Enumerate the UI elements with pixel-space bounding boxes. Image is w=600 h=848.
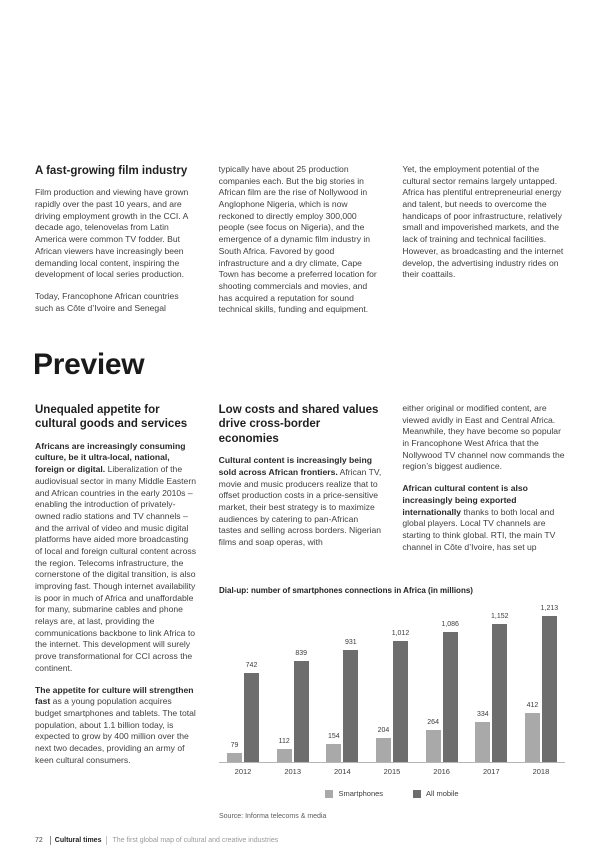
- bar-group-2015: [376, 630, 410, 762]
- lower-col-1: [35, 403, 198, 766]
- top-col-2: [219, 164, 382, 316]
- x-axis-label: 2018: [532, 767, 550, 776]
- paragraph-lead: Cultural content is increasingly being sold across African frontiers.: [218, 455, 372, 477]
- top-col-3: [402, 164, 565, 316]
- section-heading: A fast-growing film industry: [35, 165, 188, 177]
- paragraph: [402, 483, 565, 553]
- x-axis-label: 2015: [383, 767, 401, 776]
- bar-all-mobile: [343, 639, 358, 762]
- paragraph: Today, Francophone African countries such as Côte d’Ivoire and Senegal: [35, 290, 179, 313]
- legend-item-all-mobile: [413, 789, 459, 798]
- bar-all-mobile: [391, 630, 410, 762]
- legend-swatch: [413, 790, 421, 798]
- paragraph: either original or modified content, are viewed avidly in East and Central Africa. Meanwhile, they have become so popular in Francophone West Africa that the Nollywood TV channel now commands the region’s biggest audience.: [402, 403, 565, 472]
- legend-item-smartphones: [325, 789, 383, 798]
- film-industry-section: [35, 164, 565, 316]
- chart-plot: [219, 605, 565, 763]
- bar-value-label: 1,012: [391, 630, 410, 637]
- bar-value-label: 334: [476, 711, 489, 718]
- paragraph-lead: Africans are increasingly consuming culture, be it ultra-local, national, foreign or digital.: [35, 440, 186, 475]
- x-axis-label: 2013: [284, 767, 301, 776]
- x-axis-label: 2017: [482, 767, 500, 776]
- bar-group-2013: [277, 650, 309, 762]
- paragraph: [219, 455, 382, 549]
- footer-divider: [50, 836, 51, 845]
- paragraph-lead: African cultural content is also increasingly being exported internationally: [402, 483, 528, 517]
- bar-smartphones: [426, 719, 441, 762]
- bar-group-2017: [475, 613, 509, 762]
- paragraph: typically have about 25 production companies each. But the big stories in African film are the rise of Nollywood in Anglophone Nigeria, which is now reckoned to directly employ 300,000 people (see focus on Nigeria), and the emergence of a dynamic film industry in South Africa. Favored by good infrastructure and a dry climate, Cape Town has become a preferred location for shooting commercials and movies, and has acquired a reputation for sound technical skills, funding and equipment.: [218, 164, 377, 315]
- bar-group-2018: [525, 605, 559, 762]
- bar-smartphones: [326, 733, 341, 762]
- preview-heading: Preview: [33, 348, 145, 381]
- footer-title: Cultural times: [54, 837, 102, 844]
- bar-value-label: 412: [526, 702, 539, 709]
- bar-value-label: 204: [377, 727, 390, 734]
- legend-swatch: [325, 790, 333, 798]
- bar-all-mobile: [441, 621, 459, 762]
- section-heading: Unequaled appetite for cultural goods and services: [35, 404, 188, 431]
- chart-legend: [219, 789, 565, 798]
- bar-all-mobile: [294, 650, 309, 762]
- paragraph: Yet, the employment potential of the cultural sector remains largely untapped. Africa has plentiful entrepreneurial energy and talent, but needs to overcome the handicaps of poor infrastructure, relatively small and impoverished markets, and the lack of training and technical facilities. However, as broadcasting and the internet develop, the advertising industry rides on their coattails.: [402, 164, 564, 280]
- bar-group-2012: [227, 662, 259, 762]
- bar-value-label: 79: [230, 742, 239, 749]
- bar-value-label: 112: [278, 738, 290, 745]
- paragraph: [35, 685, 198, 767]
- bar-value-label: 1,213: [540, 605, 559, 612]
- bar-value-label: 742: [245, 662, 258, 669]
- bar-value-label: 839: [295, 650, 307, 657]
- bar-all-mobile: [244, 662, 259, 762]
- bar-group-2016: [426, 621, 459, 762]
- x-axis-label: 2012: [234, 767, 252, 776]
- legend-label: Smartphones: [338, 789, 384, 798]
- paragraph: [35, 441, 198, 675]
- bar-group-2014: [326, 639, 358, 762]
- bar-smartphones: [475, 711, 490, 762]
- paragraph-text: thanks to both local and global players. Local TV channels are starting to think global. RTI, the main TV channel in Côte d’Ivoire, has set up: [402, 506, 556, 552]
- x-axis-label: 2014: [333, 767, 351, 776]
- footer-subtitle: The first global map of cultural and creative industries: [112, 837, 279, 844]
- paragraph-lead: The appetite for culture will strengthen fast: [35, 684, 194, 707]
- bar-smartphones: [227, 742, 242, 762]
- paragraph-text: African TV, movie and music producers realize that to offset production costs in a price-sensitive market, their best strategy is to maximize audiences by catering to pan-African tastes and selling across borders. Nigerian films and soap operas, with: [218, 466, 382, 547]
- legend-label: All mobile: [426, 789, 459, 798]
- chart-title: Dial-up: number of smartphones connections in Africa (in millions): [219, 586, 473, 595]
- page-footer: [35, 836, 565, 845]
- bar-value-label: 931: [344, 639, 357, 646]
- footer-divider: [106, 836, 107, 845]
- x-axis-label: 2016: [433, 767, 450, 776]
- bar-value-label: 264: [427, 719, 439, 726]
- paragraph: Film production and viewing have grown rapidly over the past 10 years, and are driving employment growth in the CCI. A decade ago, telenovelas from Latin America were common TV fodder. But African viewers have increasingly been demanding local content, inspiring the development of local series production.: [35, 187, 189, 280]
- bar-value-label: 1,086: [441, 621, 459, 628]
- paragraph-text: Liberalization of the audiovisual sector in many Middle Eastern and African countries in the early 2010s – enabling the introduction of privately-owned radio stations and TV channels – and the arrival of video and music digital platforms have aided more broadcasting of local and foreign cultural content across the region. Telecoms infrastructure, the cornerstone of the digital transition, is also improving fast. Though internet availability is poor in much of Africa and unaffordable for many, submarine cables and phone relays are, at last, providing the communications backbone to link Africa to the internet. This development will surely prove transformational for CCI across the continent.: [35, 464, 196, 673]
- chart-xlabels: [219, 767, 565, 776]
- bar-value-label: 154: [327, 733, 340, 740]
- bar-smartphones: [525, 702, 540, 762]
- bar-smartphones: [376, 727, 391, 762]
- bar-smartphones: [277, 738, 292, 762]
- top-col-1: [35, 164, 198, 316]
- page-number: 72: [35, 837, 43, 844]
- bar-all-mobile: [540, 605, 559, 762]
- chart-source: Source: Informa telecoms & media: [219, 813, 327, 820]
- smartphone-connections-chart: [219, 586, 565, 820]
- bar-value-label: 1,152: [491, 613, 509, 620]
- bar-all-mobile: [491, 613, 509, 762]
- paragraph-text: as a young population acquires budget smartphones and tablets. The total population, about 1.1 billion today, is expected to grow by 400 million over the next two decades, providing an army of keen cultural consumers.: [35, 696, 196, 765]
- section-heading: Low costs and shared values drive cross-border economies: [218, 404, 379, 445]
